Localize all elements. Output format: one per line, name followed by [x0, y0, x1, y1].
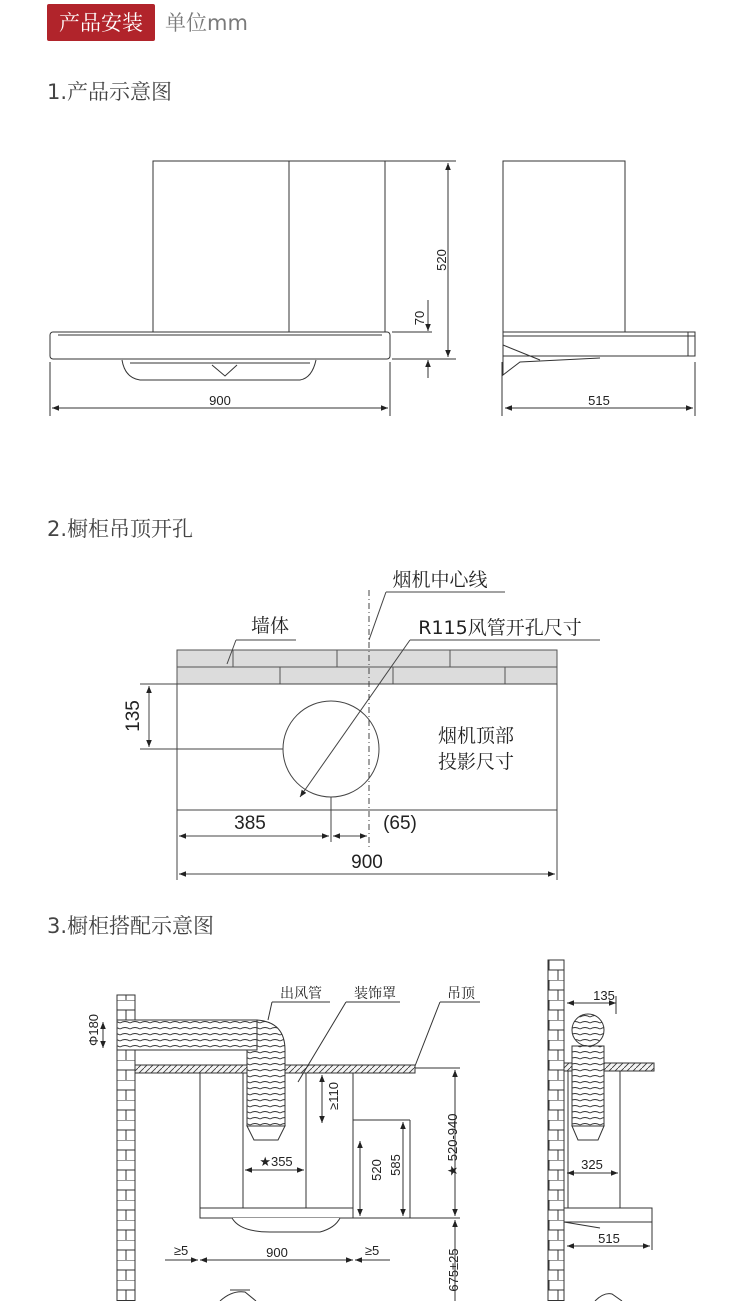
label-cover: 装饰罩	[354, 986, 396, 1002]
dim-lower: 675±25	[446, 1248, 461, 1292]
dim-pipe-dia: Φ180	[86, 1013, 101, 1047]
product-front-view	[50, 161, 390, 380]
section-title-cabinet: 3.橱柜搭配示意图	[47, 914, 215, 938]
side-chimney	[503, 161, 625, 332]
dim-width-900-s3: 900	[266, 1245, 288, 1260]
dim-depth-side: 515	[588, 393, 610, 408]
cabinet-front-diagram	[103, 995, 480, 1301]
dim-offset-65: (65)	[383, 813, 417, 834]
dim-cover-width: ★355	[259, 1154, 293, 1169]
dim-side-135: 135	[593, 988, 615, 1003]
label-centerline: 烟机中心线	[392, 569, 488, 591]
duct-hole	[283, 701, 379, 797]
dim-clearance-top: ≥110	[326, 1082, 341, 1110]
dim-width-front: 900	[209, 393, 231, 408]
dim-width-900: 900	[351, 852, 383, 873]
label-projection-1: 烟机顶部	[437, 725, 515, 747]
dim-gap-right: ≥5	[364, 1243, 380, 1258]
section-title-product: 1.产品示意图	[47, 80, 173, 104]
label-ceiling: 吊顶	[447, 986, 475, 1002]
product-side-view	[502, 161, 695, 416]
exhaust-pipe-h	[117, 1020, 257, 1050]
dim-left-385: 385	[234, 813, 266, 834]
dim-side-325: 325	[581, 1157, 603, 1172]
cabinet-side-diagram	[548, 960, 654, 1301]
dim-side-515: 515	[598, 1231, 620, 1246]
dim-height-total: 520	[434, 249, 449, 271]
label-wall: 墙体	[250, 615, 290, 637]
dim-h520: 520	[369, 1159, 384, 1181]
chimney-right	[289, 161, 385, 332]
label-duct-hole: R115风管开孔尺寸	[418, 617, 582, 639]
unit-label: 单位mm	[165, 11, 248, 35]
dim-range: ★ 520-940	[445, 1113, 460, 1177]
dim-depth-135: 135	[123, 700, 144, 732]
dim-h585: 585	[388, 1154, 403, 1176]
label-exhaust-pipe: 出风管	[280, 986, 322, 1002]
hood	[200, 1208, 353, 1218]
chimney-left	[153, 161, 289, 332]
section-title-ceiling-hole: 2.橱柜吊顶开孔	[47, 517, 194, 541]
label-projection-2: 投影尺寸	[437, 751, 515, 773]
front-dimensions	[50, 161, 456, 416]
right-wall	[548, 960, 564, 1301]
dim-gap-left: ≥5	[173, 1243, 189, 1258]
dim-height-base: 70	[412, 310, 427, 326]
wall-bricks	[177, 650, 557, 684]
section-badge: 产品安装	[47, 4, 155, 41]
hood-body	[50, 332, 390, 359]
